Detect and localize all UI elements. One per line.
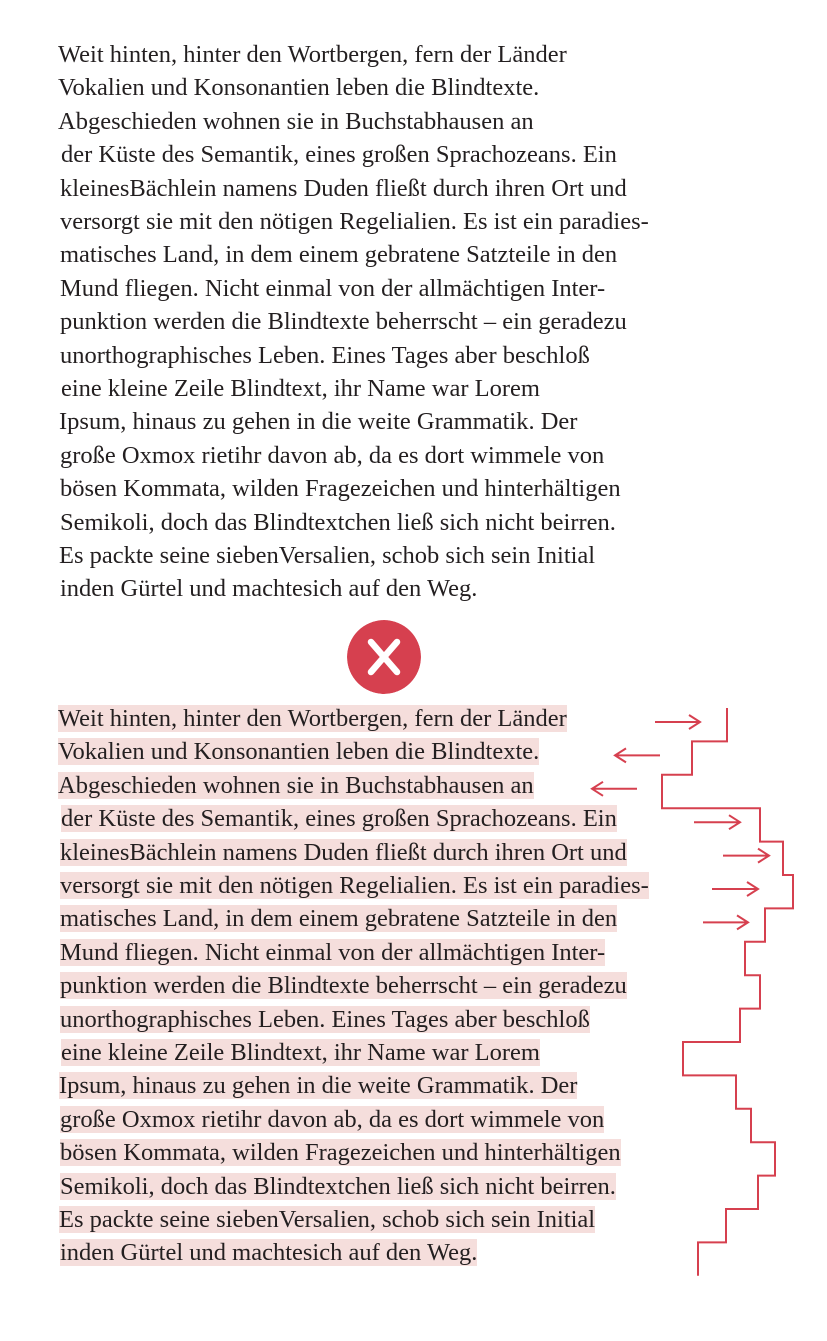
text-line-content: versorgt sie mit den nötigen Regelialien. Es ist ein paradies- (60, 872, 649, 899)
arrow-left-icon (615, 748, 660, 762)
text-line-content: Semikoli, doch das Blindtextchen ließ sich nicht beirren. (60, 508, 616, 536)
text-line-content: Abgeschieden wohnen sie in Buchstabhausen an (58, 771, 534, 799)
text-line-content: Ipsum, hinaus zu gehen in die weite Grammatik. Der (59, 1072, 578, 1100)
text-line-content: matisches Land, in dem einem gebratene Satzteile in den (60, 905, 618, 933)
text-line-content: Vokalien und Konsonantien leben die Blindtexte. (58, 738, 540, 766)
text-line-content: Es packte seine siebenVersalien, schob sich sein Initial (59, 1206, 596, 1233)
text-line-content: Mund fliegen. Nicht einmal von der allmächtigen Inter- (60, 938, 606, 966)
arrow-right-icon (703, 915, 748, 929)
text-line-content: bösen Kommata, wilden Fragezeichen und hinterhältigen (60, 1139, 621, 1167)
text-line-content: Vokalien und Konsonantien leben die Blindtexte. (58, 74, 540, 102)
text-line-content: Es packte seine siebenVersalien, schob sich sein Initial (59, 542, 596, 569)
arrow-right-icon (712, 882, 758, 896)
text-line-content: inden Gürtel und machtesich auf den Weg. (60, 1239, 478, 1267)
text-line-content: kleinesBächlein namens Duden fließt durch ihren Ort und (60, 838, 627, 866)
text-line-content: Semikoli, doch das Blindtextchen ließ sich nicht beirren. (60, 1172, 616, 1200)
arrow-left-icon (592, 782, 637, 796)
text-line-content: Ipsum, hinaus zu gehen in die weite Grammatik. Der (59, 408, 578, 436)
rag-staircase-line (662, 708, 793, 1276)
text-line-content: große Oxmox rietihr davon ab, da es dort wimmele von (60, 441, 605, 469)
text-line-content: unorthographisches Leben. Eines Tages aber beschloß (60, 1005, 590, 1033)
text-line-content: punktion werden die Blindtexte beherrscht – ein geradezu (60, 972, 627, 1000)
text-line-content: kleinesBächlein namens Duden fließt durch ihren Ort und (60, 174, 627, 202)
arrow-right-icon (694, 815, 740, 829)
arrow-right-icon (655, 715, 700, 729)
text-line-content: bösen Kommata, wilden Fragezeichen und hinterhältigen (60, 475, 621, 503)
text-line-content: eine kleine Zeile Blindtext, ihr Name war Lorem (61, 1039, 540, 1066)
text-line-content: punktion werden die Blindtexte beherrscht – ein geradezu (60, 308, 627, 336)
text-line-content: versorgt sie mit den nötigen Regelialien. Es ist ein paradies- (60, 208, 649, 235)
text-line-content: unorthographisches Leben. Eines Tages aber beschloß (60, 341, 590, 369)
text-line-content: der Küste des Semantik, eines großen Sprachozeans. Ein (61, 141, 617, 169)
text-line-content: matisches Land, in dem einem gebratene Satzteile in den (60, 241, 618, 269)
text-line-content: der Küste des Semantik, eines großen Sprachozeans. Ein (61, 805, 617, 833)
text-line-content: Mund fliegen. Nicht einmal von der allmächtigen Inter- (60, 274, 606, 302)
text-line-content: Abgeschieden wohnen sie in Buchstabhausen an (58, 107, 534, 135)
text-line-content: inden Gürtel und machtesich auf den Weg. (60, 575, 478, 603)
text-line-content: große Oxmox rietihr davon ab, da es dort wimmele von (60, 1105, 605, 1133)
text-line-content: Weit hinten, hinter den Wortbergen, fern der Länder (58, 41, 567, 68)
arrow-right-icon (723, 849, 769, 863)
text-line-content: eine kleine Zeile Blindtext, ihr Name war Lorem (61, 375, 540, 402)
text-line-content: Weit hinten, hinter den Wortbergen, fern der Länder (58, 705, 567, 732)
